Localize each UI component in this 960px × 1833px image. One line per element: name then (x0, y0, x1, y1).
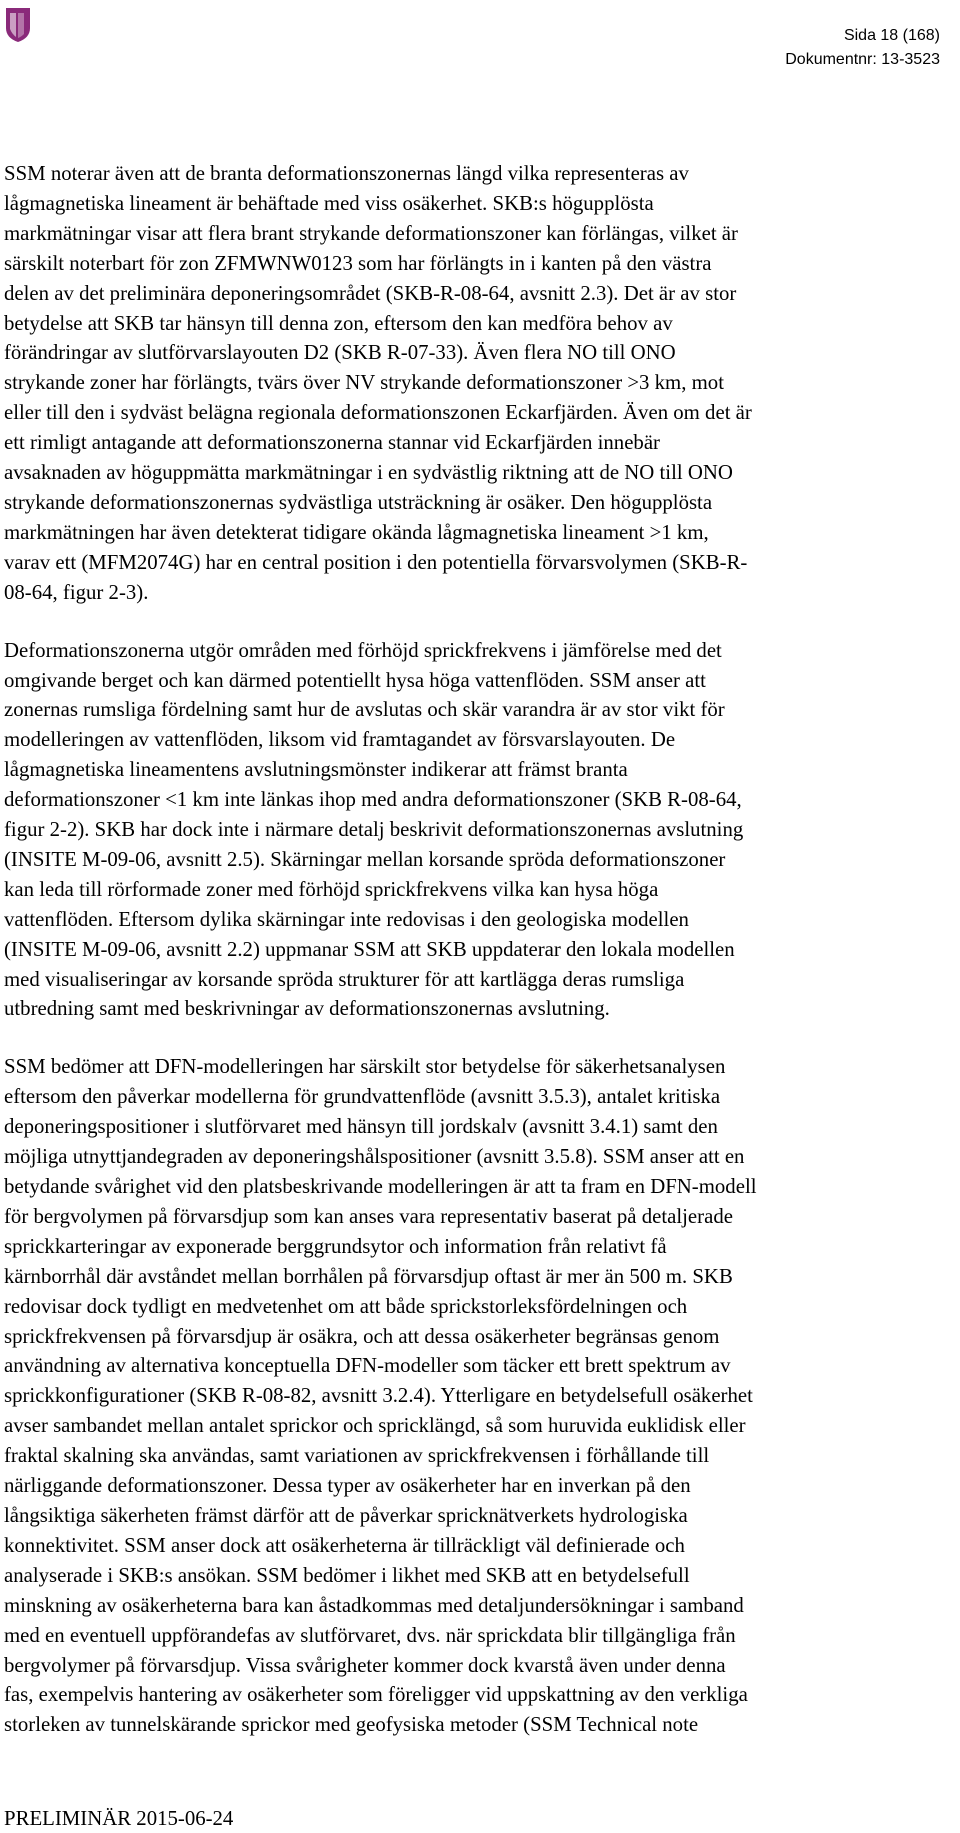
text-line: med en eventuell uppförandefas av slutförvaret, dvs. när sprickdata blir tillgängliga från (4, 1623, 736, 1647)
text-line: betydande svårighet vid den platsbeskrivande modelleringen är att ta fram en DFN-modell (4, 1175, 757, 1198)
text-line: deponeringspositioner i slutförvaret med hänsyn till jordskalv (avsnitt 3.4.1) samt den (4, 1115, 718, 1139)
text-line: strykande zoner har förlängts, tvärs över NV strykande deformationszoner >3 km, mot (4, 371, 724, 395)
document-number: Dokumentnr: 13-3523 (785, 51, 940, 68)
text-line: (INSITE M-09-06, avsnitt 2.5). Skärningar mellan korsande spröda deformationszoner (4, 847, 726, 871)
text-line: figur 2-2). SKB har dock inte i närmare detalj beskrivit deformationszonernas avslutning (4, 818, 744, 842)
text-line: eftersom den påverkar modellerna för grundvattenflöde (avsnitt 3.5.3), antalet kritiska (4, 1085, 721, 1109)
text-line: förändringar av slutförvarslayouten D2 (SKB R-07-33). Även flera NO till ONO (4, 341, 676, 365)
text-line: avser sambandet mellan antalet sprickor och spricklängd, så som huruvida euklidisk eller (4, 1414, 746, 1438)
text-line: varav ett (MFM2074G) har en central position i den potentiella förvarsvolymen (SKB-R- (4, 550, 748, 574)
text-line: kan leda till rörformade zoner med förhöjd sprickfrekvens vilka kan hysa höga (4, 877, 659, 901)
text-line: sprickkonfigurationer (SKB R-08-82, avsnitt 3.2.4). Ytterligare en betydelsefull osäkerhet (4, 1384, 753, 1408)
preliminary-watermark: PRELIMINÄR 2015-06-24 (4, 1807, 234, 1830)
text-line: 08-64, figur 2-3). (4, 580, 149, 604)
text-line: SSM noterar även att de branta deformationszonernas längd vilka representeras av (4, 162, 689, 185)
text-line: delen av det preliminära deponeringsområdet (SKB-R-08-64, avsnitt 2.3). Det är av stor (4, 281, 737, 305)
text-line: lågmagnetiska lineamentens avslutningsmönster indikerar att främst branta (4, 758, 628, 782)
text-line: konnektivitet. SSM anser dock att osäkerheterna är tillräckligt väl definierade och (4, 1533, 685, 1557)
text-line: med visualiseringar av korsande spröda strukturer för att kartlägga deras rumsliga (4, 967, 685, 991)
text-line: kärnborrhål där avståndet mellan borrhålen på förvarsdjup oftast är mer än 500 m. SKB (4, 1264, 733, 1288)
text-line: zonernas rumsliga fördelning samt hur de avslutas och skär varandra är av stor vikt för (4, 698, 725, 722)
text-line: särskilt noterbart för zon ZFMWNW0123 som har förlängts in i kanten på den västra (4, 251, 712, 275)
paragraph-2 (4, 636, 954, 1025)
text-line: analyserade i SKB:s ansökan. SSM bedömer i likhet med SKB att en betydelsefull (4, 1563, 690, 1587)
text-line: strykande deformationszonernas sydvästliga utsträckning är osäker. Den högupplösta (4, 490, 713, 514)
text-line: fraktal skalning ska användas, samt variationen av sprickfrekvensen i förhållande till (4, 1444, 710, 1468)
text-line: betydelse att SKB tar hänsyn till denna zon, eftersom den kan medföra behov av (4, 311, 673, 335)
page-number: Sida 18 (168) (843, 27, 940, 44)
text-line: vattenflöden. Eftersom dylika skärningar inte redovisas i den geologiska modellen (4, 907, 689, 931)
text-line: avsaknaden av höguppmätta markmätningar i en sydvästlig riktning att de NO till ONO (4, 461, 733, 485)
text-line: deformationszoner <1 km inte länkas ihop med andra deformationszoner (SKB R-08-64, (4, 788, 742, 812)
text-line: SSM bedömer att DFN-modelleringen har särskilt stor betydelse för säkerhetsanalysen (4, 1055, 726, 1079)
text-line: minskning av osäkerheterna bara kan åstadkommas med detaljundersökningar i samband (4, 1593, 744, 1617)
text-line: omgivande berget och kan därmed potentiellt hysa höga vattenflöden. SSM anser att (4, 668, 706, 692)
text-line: fas, exempelvis hantering av osäkerheter som föreligger vid uppskattning av den verkliga (4, 1683, 748, 1707)
text-line: långsiktiga säkerheten främst därför att de påverkar spricknätverkets hydrologiska (4, 1503, 688, 1527)
text-line: storleken av tunnelskärande sprickor med geofysiska metoder (SSM Technical note (4, 1713, 699, 1737)
text-line: för bergvolymen på förvarsdjup som kan anses vara representativ baserat på detaljerade (4, 1204, 733, 1228)
text-line: möjliga utnyttjandegraden av deponeringshålspositioner (avsnitt 3.5.8). SSM anser att en (4, 1145, 745, 1169)
text-line: ett rimligt antagande att deformationszonerna stannar vid Eckarfjärden innebär (4, 431, 660, 455)
text-line: markmätningar visar att flera brant strykande deformationszoner kan förlängas, vilket är (4, 221, 738, 245)
text-line: sprickkarteringar av exponerade berggrundsytor och information från relativt få (4, 1234, 667, 1258)
text-line: redovisar dock tydligt en medvetenhet om att både sprickstorleksfördelningen och (4, 1294, 688, 1318)
text-line: sprickfrekvensen på förvarsdjup är osäkra, och att dessa osäkerheter begränsas genom (4, 1324, 720, 1348)
paragraph-1 (4, 159, 954, 608)
text-line: användning av alternativa konceptuella DFN-modeller som täcker ett brett spektrum av (4, 1354, 731, 1378)
text-line: (INSITE M-09-06, avsnitt 2.2) uppmanar SSM att SKB uppdaterar den lokala modellen (4, 937, 735, 961)
text-line: utbredning samt med beskrivningar av deformationszonernas avslutning. (4, 997, 610, 1021)
document-body (4, 159, 954, 1768)
text-line: bergvolymer på förvarsdjup. Vissa svårigheter kommer dock kvarstå även under denna (4, 1653, 726, 1677)
text-line: eller till den i sydväst belägna regionala deformationszonen Eckarfjärden. Även om det är (4, 401, 752, 425)
text-line: markmätningen har även detekterat tidigare okända lågmagnetiska lineament >1 km, (4, 520, 709, 544)
text-line: närliggande deformationszoner. Dessa typer av osäkerheter har en inverkan på den (4, 1474, 691, 1498)
text-line: modelleringen av vattenflöden, liksom vid framtagandet av försvarslayouten. De (4, 728, 676, 752)
page-header (785, 24, 940, 72)
paragraph-3 (4, 1052, 954, 1740)
text-line: Deformationszonerna utgör områden med förhöjd sprickfrekvens i jämförelse med det (4, 638, 722, 662)
text-line: lågmagnetiska lineament är behäftade med viss osäkerhet. SKB:s högupplösta (4, 191, 654, 215)
ssm-logo-icon (4, 4, 32, 44)
